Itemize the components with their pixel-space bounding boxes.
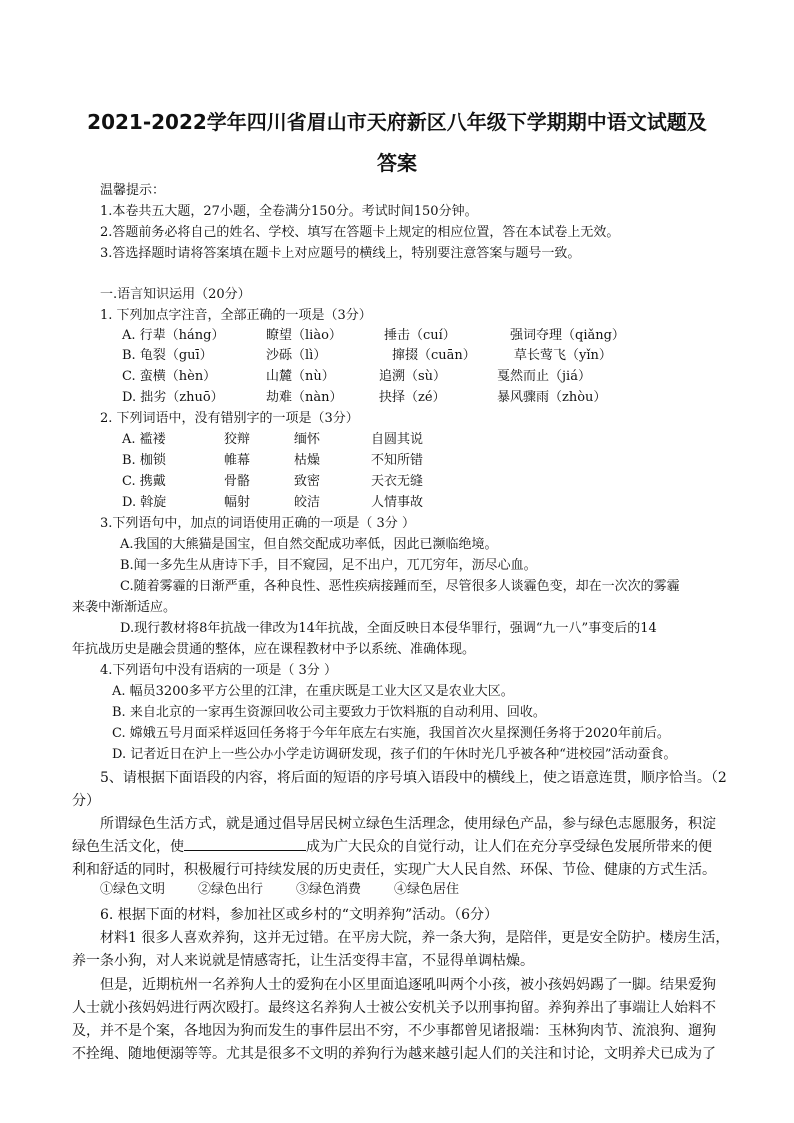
passage-text: 成为广大民众的自觉行动，让人们在充分享受绿色发展所带来的便 (306, 839, 712, 855)
option-cell: D. 拙劣（zhuō） (122, 390, 224, 405)
option-cell: A. 褴褛 (122, 432, 166, 447)
question-4-option-c: C. 嫦娥五号月面采样返回任务将于今年年底左右实施，我国首次火星探测任务将于2020年前后。 (112, 726, 670, 741)
option-cell: ①绿色文明 (100, 882, 166, 897)
option-cell: 帷幕 (224, 453, 251, 468)
question-6-stem: 6. 根据下面的材料，参加社区或乡村的“文明养狗”活动。（6分） (100, 907, 499, 923)
option-cell: 人情事故 (371, 495, 424, 510)
option-cell: 天衣无缝 (371, 474, 424, 489)
question-3-option-d-cont: 年抗战历史是融会贯通的整体，应在课程教材中予以系统、准确体现。 (72, 642, 476, 657)
option-cell: B. 枷锁 (122, 453, 166, 468)
option-cell: 追溯（sù） (379, 369, 447, 384)
question-5-passage: 所谓绿色生活方式，就是通过倡导居民树立绿色生活理念，使用绿色产品，参与绿色志愿服务，积淀 (100, 816, 716, 832)
option-cell: 沙砾（lì） (266, 348, 327, 363)
option-cell: 戛然而止（jiá） (497, 369, 591, 384)
notice-heading: 温馨提示： (100, 183, 166, 198)
option-cell: C. 蛮横（hèn） (122, 369, 217, 384)
question-3-stem: 3.下列语句中，加点的词语使用正确的一项是（ 3分 ） (100, 516, 415, 531)
material-paragraph-cont: 人士就小孩妈妈进行两次殴打。最终这名养狗人士被公安机关予以刑事拘留。养狗养出了事端让人始料不 (72, 1000, 716, 1016)
option-cell: 捶击（cuí） (384, 328, 456, 343)
option-cell: 强词夺理（qiǎng） (510, 328, 625, 343)
option-cell: 劫难（nàn） (266, 390, 343, 405)
question-4-stem: 4.下列语句中没有语病的一项是（ 3分 ） (100, 663, 337, 678)
notice-item-3: 3.答选择题时请将答案填在题卡上对应题号的横线上，特别要注意答案与题号一致。 (100, 246, 581, 261)
question-5-stem: 5、请根据下面语段的内容，将后面的短语的序号填入语段中的横线上，使之语意连贯，顺序恰当。（2 (100, 770, 727, 786)
option-cell: 山麓（nù） (266, 369, 335, 384)
option-cell: 撺掇（cuān） (392, 348, 476, 363)
question-5-passage-blank-line (72, 835, 712, 859)
question-1-stem: 1. 下列加点字注音，全部正确的一项是（3分） (100, 308, 372, 323)
page-title-line2: 答案 (377, 151, 417, 175)
question-4-option-d: D. 记者近日在沪上一些公办小学走访调研发现，孩子们的午休时光几乎被各种“进校园”活动蚕食。 (112, 747, 677, 762)
notice-item-2: 2.答题前务必将自己的姓名、学校、填写在答题卡上规定的相应位置，答在本试卷上无效。 (100, 225, 620, 240)
section-heading: 一.语言知识运用（20分） (100, 287, 251, 302)
question-4-option-a: A. 幅员3200多平方公里的江津，在重庆既是工业大区又是农业大区。 (112, 684, 514, 699)
answer-blank[interactable] (184, 836, 306, 851)
option-cell: 草长莺飞（yǐn） (514, 348, 612, 363)
question-5-stem-cont: 分） (72, 793, 100, 809)
option-cell: 骨骼 (224, 474, 251, 489)
option-cell: 狡辩 (224, 432, 251, 447)
option-cell: D. 斡旋 (122, 495, 167, 510)
page-title: 2021-2022学年四川省眉山市天府新区八年级下学期期中语文试题及 (87, 110, 707, 134)
question-3-option-a: A.我国的大熊猫是国宝，但自然交配成功率低，因此已濒临绝境。 (120, 537, 498, 552)
option-cell: ③绿色消费 (296, 882, 362, 897)
option-cell: 抉择（zé） (379, 390, 446, 405)
material-paragraph-cont: 及，并不是个案，各地因为狗而发生的事件层出不穷，不少事都曾见诸报端：玉林狗肉节、流浪狗、遛狗 (72, 1023, 716, 1039)
material-paragraph: 但是，近期杭州一名养狗人士的爱狗在小区里面追逐吼叫两个小孩，被小孩妈妈踢了一脚。结果爱狗 (100, 977, 716, 993)
question-5-passage-cont: 利和舒适的同时，积极履行可持续发展的历史责任，实现广大人民自然、环保、节俭、健康的方式生活。 (72, 862, 716, 878)
option-cell: 枯燥 (294, 453, 321, 468)
option-cell: 致密 (294, 474, 321, 489)
option-cell: 幅射 (224, 495, 251, 510)
option-cell: 暴风骤雨（zhòu） (497, 390, 607, 405)
question-4-option-b: B. 来自北京的一家再生资源回收公司主要致力于饮料瓶的自动利用、回收。 (112, 705, 546, 720)
option-cell: ④绿色居住 (394, 882, 460, 897)
option-cell: A. 行辈（háng） (122, 328, 225, 343)
question-3-option-c: C.随着雾霾的日渐严重，各种良性、恶性疾病接踵而至，尽管很多人谈霾色变，却在一次次的雾霾 (120, 579, 680, 594)
notice-item-1: 1.本卷共五大题，27小题，全卷满分150分。考试时间150分钟。 (100, 204, 478, 219)
option-cell: 皎洁 (294, 495, 321, 510)
option-cell: 缅怀 (294, 432, 321, 447)
question-2-stem: 2. 下列词语中，没有错别字的一项是（3分） (100, 411, 359, 426)
material-1: 材料1 很多人喜欢养狗，这并无过错。在平房大院，养一条大狗，是陪伴，更是安全防护。楼房生活， (100, 930, 730, 946)
material-1-cont: 养一条小狗，对人来说就是情感寄托，让生活变得丰富，不显得单调枯燥。 (72, 953, 534, 969)
option-cell: C. 携戴 (122, 474, 166, 489)
option-cell: 不知所错 (371, 453, 424, 468)
material-paragraph-cont: 不拴绳、随地便溺等等。尤其是很多不文明的养狗行为越来越引起人们的关注和讨论，文明养犬已成为了 (72, 1046, 716, 1062)
option-cell: 自圆其说 (371, 432, 424, 447)
question-3-option-b: B.闻一多先生从唐诗下手，目不窥园，足不出户，兀兀穷年，沥尽心血。 (120, 558, 537, 573)
option-cell: B. 龟裂（guī） (122, 348, 213, 363)
question-3-option-d: D.现行教材将8年抗战一律改为14年抗战，全面反映日本侵华罪行，强调“九一八”事变后的14 (120, 621, 657, 636)
question-3-option-c-cont: 来袭中渐渐适应。 (72, 600, 177, 615)
option-cell: 瞭望（liào） (266, 328, 342, 343)
passage-text: 绿色生活文化，使 (72, 839, 184, 855)
option-cell: ②绿色出行 (198, 882, 264, 897)
